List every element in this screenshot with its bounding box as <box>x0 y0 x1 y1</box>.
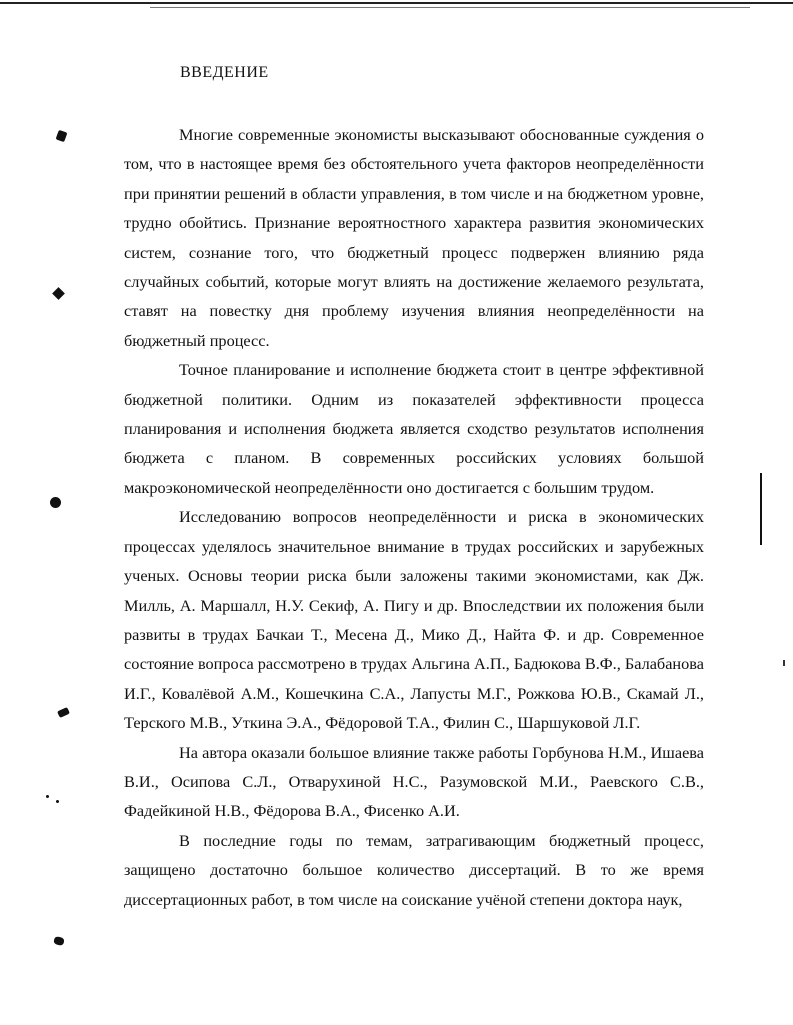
punch-hole-mark <box>56 130 68 142</box>
document-body <box>124 120 704 914</box>
paragraph-dissertations: В последние годы по темам, затрагивающим бюджетный процесс, защищено достаточно большое количество диссертаций. В то же время диссертационных работ, в том числе на соискание учёной степени доктора наук, <box>124 830 704 909</box>
punch-hole-mark <box>52 287 65 300</box>
scan-speck <box>46 795 49 798</box>
margin-bar-mark <box>760 473 762 545</box>
scan-border-line-secondary <box>150 7 750 8</box>
scan-speck <box>783 660 785 666</box>
paragraph-planning: Точное планирование и исполнение бюджета стоит в центре эффективной бюджетной политики. Одним из показателей эффективности процесса планирования и исполнения бюджета является сходство результатов исполнения бюджета с планом. В современных российских условиях большой макроэкономической неопределённости оно достигается с большим трудом. <box>124 360 704 497</box>
page-title: ВВЕДЕНИЕ <box>180 64 269 81</box>
punch-hole-mark <box>53 936 65 946</box>
punch-hole-mark <box>50 497 61 508</box>
punch-hole-mark <box>57 707 70 718</box>
paragraph-research: Исследованию вопросов неопределённости и риска в экономических процессах уделялось значительное внимание в трудах российских и зарубежных ученых. Основы теории риска были заложены такими экономистами, как Дж. Милль, А. Маршалл, Н.У. Секиф, А. Пигу и др. Впоследствии их положения были развиты в трудах Бачкаи Т., Месена Д., Мико Д., Найта Ф. и др. Современное состояние вопроса рассмотрено в трудах Альгина А.П., Бадюкова В.Ф., Балабанова И.Г., Ковалёвой А.М., Кошечкина С.А., Лапусты М.Г., Рожкова Ю.В., Скамай Л., Терского М.В., Уткина Э.А., Фёдоровой Т.А., Филин С., Шаршуковой Л.Г. <box>124 507 704 733</box>
paragraph-intro: Многие современные экономисты высказывают обоснованные суждения о том, что в настоящее время без обстоятельного учета факторов неопределённости при принятии решений в области управления, в том числе и на бюджетном уровне, трудно обойтись. Признание вероятностного характера развития экономических систем, сознание того, что бюджетный процесс подвержен влиянию ряда случайных событий, которые могут влиять на достижение желаемого результата, ставят на повестку дня проблему изучения влияния неопределённости на бюджетный процесс. <box>124 125 704 350</box>
scan-border-line <box>0 2 793 4</box>
paragraph-influences: На автора оказали большое влияние также работы Горбунова Н.М., Ишаева В.И., Осипова С.Л., Отварухиной Н.С., Разумовской М.И., Раевского С.В., Фадейкиной Н.В., Фёдорова В.А., Фисенко А.И. <box>124 742 704 821</box>
scan-speck <box>56 800 59 803</box>
